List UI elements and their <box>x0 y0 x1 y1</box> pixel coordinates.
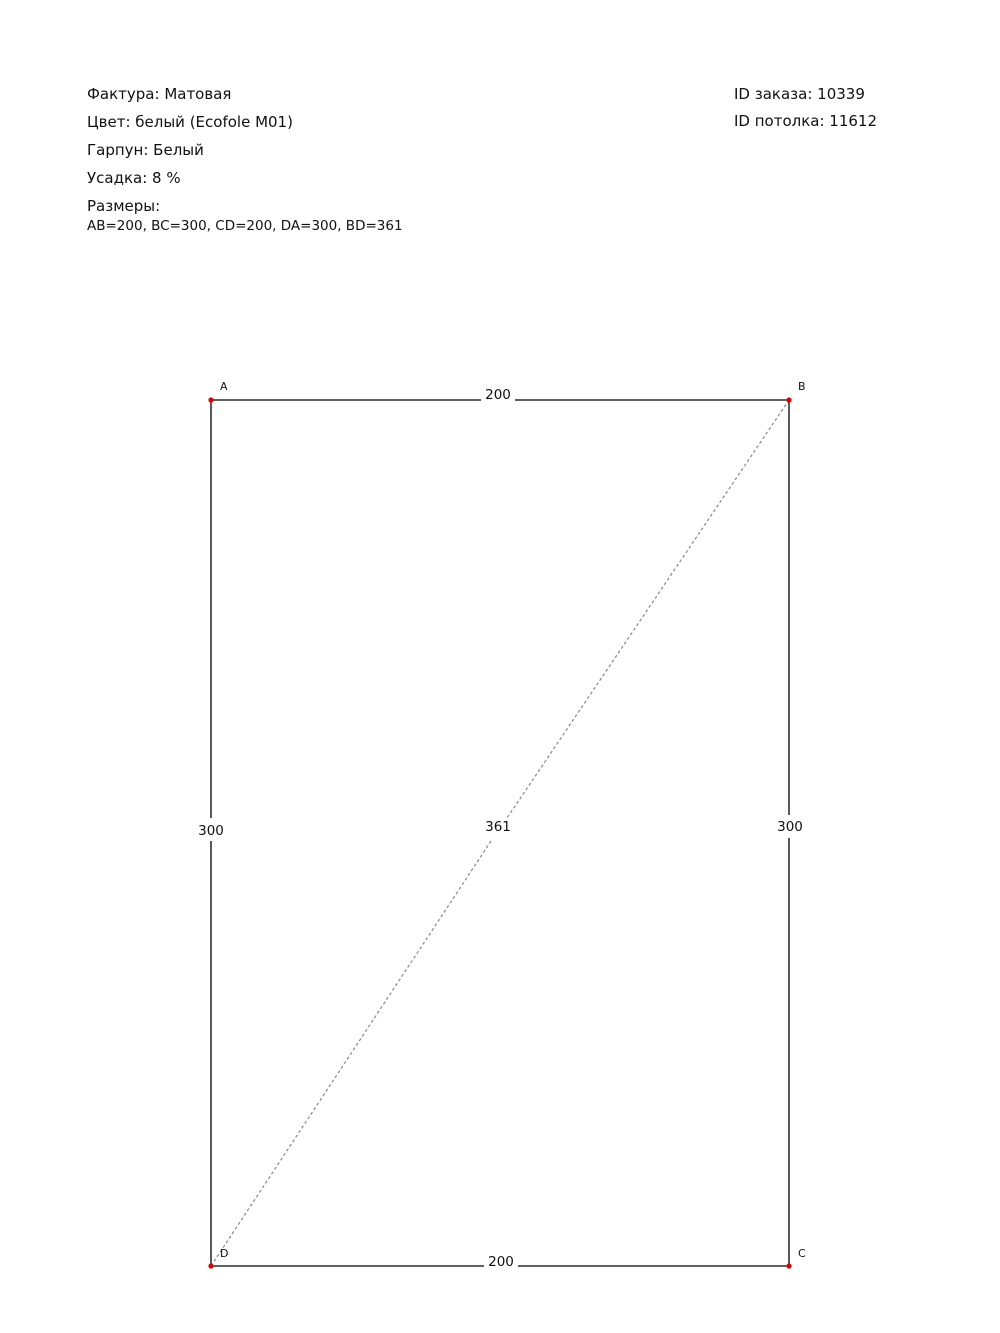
edge-da-length: 300 <box>198 823 224 839</box>
order-id: ID заказа: 10339 <box>734 85 865 103</box>
diagonal-bd-upper <box>507 400 789 818</box>
vertex-c-label: C <box>798 1247 806 1260</box>
vertex-d-label: D <box>220 1247 229 1260</box>
sizes-label: Размеры: <box>87 197 161 215</box>
edge-cd-length: 200 <box>488 1254 514 1270</box>
ceiling-id: ID потолка: 11612 <box>734 112 878 130</box>
harpoon-label: Гарпун: Белый <box>87 141 204 159</box>
sizes-values: AB=200, BC=300, CD=200, DA=300, BD=361 <box>87 218 403 234</box>
vertex-a-label: A <box>220 380 228 393</box>
diagonal-bd-lower <box>211 841 491 1266</box>
color-label: Цвет: белый (Ecofole M01) <box>87 113 293 131</box>
vertex-b-marker <box>786 397 791 402</box>
edge-bc-length: 300 <box>777 819 803 835</box>
diagonal-bd-length: 361 <box>485 819 511 835</box>
edge-ab-length: 200 <box>485 387 511 403</box>
vertex-c-marker <box>786 1263 791 1268</box>
vertex-a-marker <box>208 397 213 402</box>
shrinkage-label: Усадка: 8 % <box>87 169 181 187</box>
texture-label: Фактура: Матовая <box>87 85 232 103</box>
vertex-d-marker <box>208 1263 213 1268</box>
vertex-b-label: B <box>798 380 806 393</box>
